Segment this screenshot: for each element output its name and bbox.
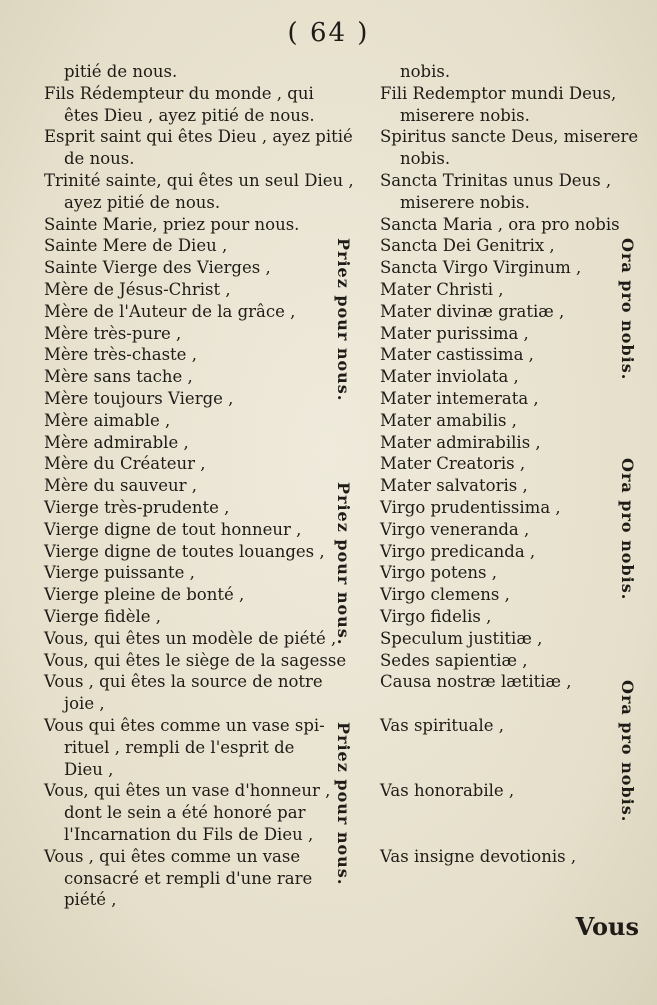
right_lines-line: Mater purissima , (380, 323, 529, 343)
bracket-label-ora-1: Ora pro nobis. (618, 238, 637, 381)
left_lines-line: Vous qui êtes comme un vase spi- (44, 716, 325, 735)
right_lines-line: Virgo potens , (380, 563, 498, 583)
left_lines-line: êtes Dieu , ayez pitié de nous. (64, 105, 315, 125)
left_lines-line: rituel , rempli de l'esprit de (64, 737, 295, 757)
right_lines-line: nobis. (400, 149, 451, 169)
right_lines-line: Mater Creatoris , (380, 454, 526, 474)
right_lines-line: Mater divinæ gratiæ , (380, 301, 565, 321)
right_lines-line: Causa nostræ lætitiæ , (380, 672, 572, 692)
right_lines-line: Vas honorabile , (380, 781, 515, 801)
right_lines-line: Sancta Dei Genitrix , (380, 236, 555, 256)
right_lines-line: Mater admirabilis , (380, 432, 541, 452)
left_lines-line: Mère sans tache , (44, 367, 193, 387)
right_lines-line: miserere nobis. (400, 105, 530, 125)
left_lines-line: Mère de l'Auteur de la grâce , (44, 301, 296, 321)
right_lines-line: Mater salvatoris , (380, 476, 528, 496)
right_lines-line: Sancta Trinitas unus Deus , (380, 171, 612, 190)
left_lines-line: Dieu , (64, 759, 114, 779)
right_lines-line: Sancta Virgo Virginum , (380, 258, 582, 278)
right_lines-line: Virgo predicanda , (380, 541, 536, 561)
bracket-label-ora-3: Ora pro nobis. (618, 680, 637, 823)
right_lines-line: Sancta Maria , ora pro nobis (380, 214, 620, 234)
left_lines-line: Vierge très-prudente , (44, 498, 230, 517)
left_lines-line: pitié de nous. (64, 62, 178, 81)
left_lines-line: Sainte Marie, priez pour nous. (44, 214, 300, 234)
left_lines-line: Mère de Jésus-Christ , (44, 280, 231, 299)
left_lines-line: Mère du Créateur , (44, 454, 206, 474)
right_lines-line: Mater inviolata , (380, 367, 519, 387)
right_lines-line: Fili Redemptor mundi Deus, (380, 83, 617, 103)
left_lines-line: ayez pitié de nous. (64, 192, 221, 212)
left_lines-line: Mère très-pure , (44, 323, 182, 343)
right_lines-line: Virgo fidelis , (380, 607, 492, 626)
left_lines-line: Vous, qui êtes le siège de la sagesse (44, 650, 347, 670)
left_lines-line: Sainte Mere de Dieu , (44, 236, 228, 256)
right_lines-line: miserere nobis. (400, 192, 530, 212)
bracket-label-ora-2: Ora pro nobis. (618, 458, 637, 601)
right_lines-line: Mater intemerata , (380, 389, 539, 408)
bracket-label-priez-2: Priez pour nous. (334, 482, 353, 646)
catchword: Vous (575, 912, 639, 941)
left_lines-line: Mère toujours Vierge , (44, 389, 234, 408)
page-number: ( 64 ) (287, 18, 370, 48)
left_lines-line: Vierge digne de tout honneur , (44, 519, 302, 539)
left_lines-line: Fils Rédempteur du monde , qui (44, 83, 314, 103)
left_lines-line: joie , (64, 694, 105, 714)
right_lines-line: Speculum justitiæ , (380, 628, 543, 648)
right_lines-line: Vas insigne devotionis , (380, 846, 577, 866)
left_lines-line: Vierge fidèle , (44, 607, 161, 626)
left_lines-line: Sainte Vierge des Vierges , (44, 258, 271, 278)
right_lines-line: Mater castissima , (380, 345, 534, 365)
left_lines-line: l'Incarnation du Fils de Dieu , (64, 825, 314, 844)
left_lines-line: Vierge pleine de bonté , (44, 585, 245, 605)
right_lines-line: nobis. (400, 62, 451, 81)
right_lines-line: Virgo clemens , (380, 585, 510, 605)
left_lines-line: Mère aimable , (44, 410, 171, 430)
left_lines-line: Esprit saint qui êtes Dieu , ayez pitié (44, 127, 353, 147)
left_lines-line: Mère admirable , (44, 432, 189, 452)
right_lines-line: Sedes sapientiæ , (380, 650, 528, 670)
right_lines-line: Spiritus sancte Deus, miserere (380, 127, 639, 147)
right_lines-line: Mater amabilis , (380, 410, 517, 430)
left_lines-line: Vous , qui êtes la source de notre (44, 672, 323, 692)
left_lines-line: Vierge puissante , (44, 563, 195, 583)
bracket-label-priez-1: Priez pour nous. (334, 238, 353, 402)
left_lines-line: Vous, qui êtes un modèle de piété , (44, 628, 337, 648)
left_lines-line: Vous , qui êtes comme un vase (44, 846, 301, 866)
right_lines-line: Vas spirituale , (380, 716, 505, 735)
bracket-label-priez-3: Priez pour nous. (334, 722, 353, 886)
left_lines-line: Mère très-chaste , (44, 345, 197, 365)
left_lines-line: Vous, qui êtes un vase d'honneur , (44, 781, 331, 801)
left_lines-line: Vierge digne de toutes louanges , (44, 541, 325, 561)
left_lines-line: Mère du sauveur , (44, 476, 198, 496)
left_lines-line: dont le sein a été honoré par (64, 803, 306, 823)
right_lines-line: Mater Christi , (380, 280, 504, 299)
left_lines-line: Trinité sainte, qui êtes un seul Dieu , (44, 171, 354, 190)
right_lines-line: Virgo prudentissima , (380, 498, 561, 517)
left_lines-line: piété , (64, 890, 117, 910)
right_lines-line: Virgo veneranda , (380, 519, 530, 539)
left_lines-line: de nous. (64, 149, 135, 169)
left_lines-line: consacré et rempli d'une rare (64, 868, 313, 888)
